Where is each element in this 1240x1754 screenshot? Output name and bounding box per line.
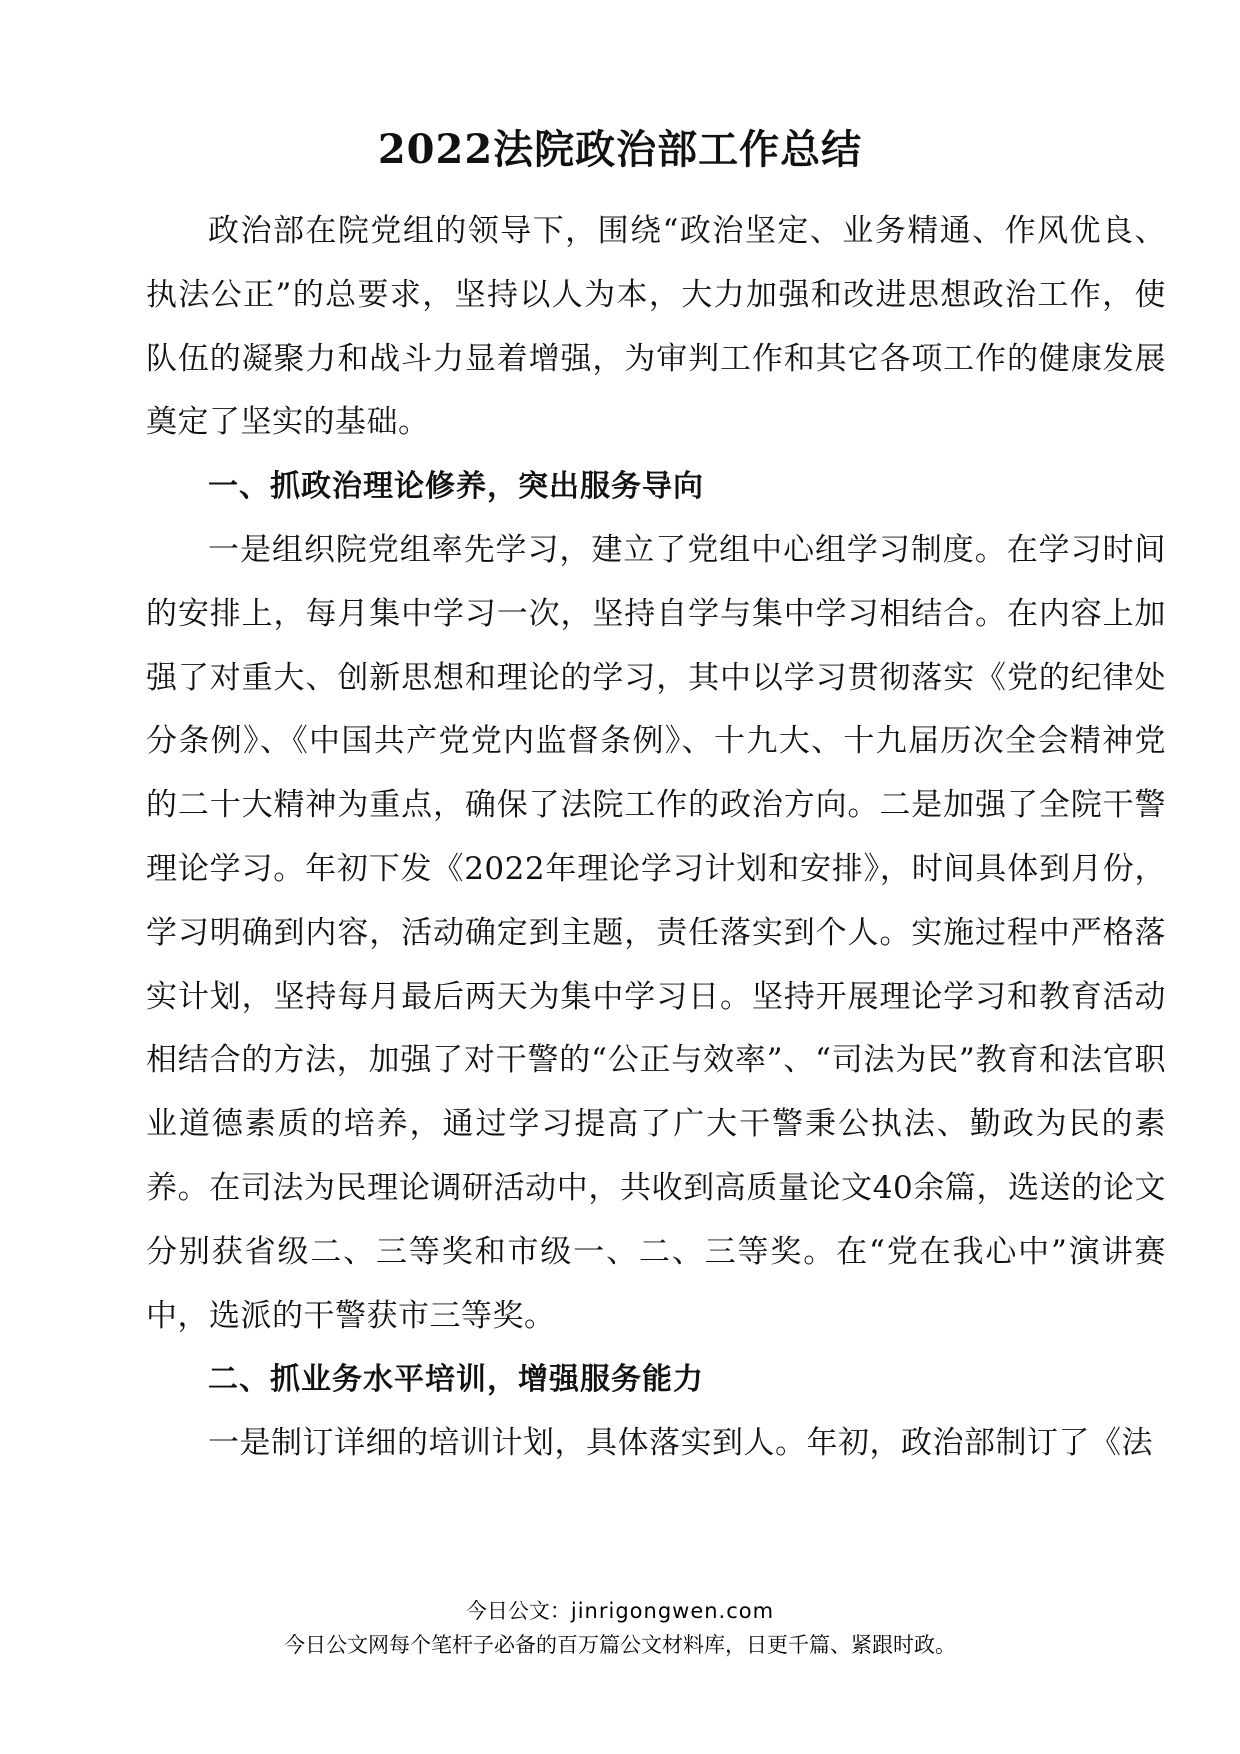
footer-site-label: 今日公文：: [465, 1599, 571, 1623]
footer-site: [0, 1596, 1240, 1626]
section-heading-1: 一、抓政治理论修养，突出服务导向: [208, 469, 704, 505]
footer-site-url[interactable]: jinrigongwen.com: [570, 1599, 775, 1623]
section-2-paragraph: 一是制订详细的培训计划，具体落实到人。年初，政治部制订了《法: [208, 1425, 1153, 1462]
page-title: 2022法院政治部工作总结: [377, 126, 863, 173]
footer-slogan: 今日公文网每个笔杆子必备的百万篇公文材料库，日更千篇、紧跟时政。: [284, 1633, 956, 1657]
intro-paragraph: 政治部在院党组的领导下，围绕“政治坚定、业务精通、作风优良、执法公正”的总要求，坚持以人为本，大力加强和改进思想政治工作，使队伍的凝聚力和战斗力显着增强，为审判工作和其它各项工作的健康发展奠定了坚实的基础。: [146, 213, 1166, 441]
section-1-paragraph: 一是组织院党组率先学习，建立了党组中心组学习制度。在学习时间的安排上，每月集中学习一次，坚持自学与集中学习相结合。在内容上加强了对重大、创新思想和理论的学习，其中以学习贯彻落实《党的纪律处分条例》、《中国共产党党内监督条例》、十九大、十九届历次全会精神党的二十大精神为重点，确保了法院工作的政治方向。二是加强了全院干警理论学习。年初下发《2022年理论学习计划和安排》，时间具体到月份，学习明确到内容，活动确定到主题，责任落实到个人。实施过程中严格落实计划，坚持每月最后两天为集中学习日。坚持开展理论学习和教育活动相结合的方法，加强了对干警的“公正与效率”、“司法为民”教育和法官职业道德素质的培养，通过学习提高了广大干警秉公执法、勤政为民的素养。在司法为民理论调研活动中，共收到高质量论文40余篇，选送的论文分别获省级二、三等奖和市级一、二、三等奖。在“党在我心中”演讲赛中，选派的干警获市三等奖。: [146, 531, 1166, 1334]
section-heading-2: 二、抓业务水平培训，增强服务能力: [208, 1362, 704, 1398]
document-body: [146, 200, 1166, 1476]
